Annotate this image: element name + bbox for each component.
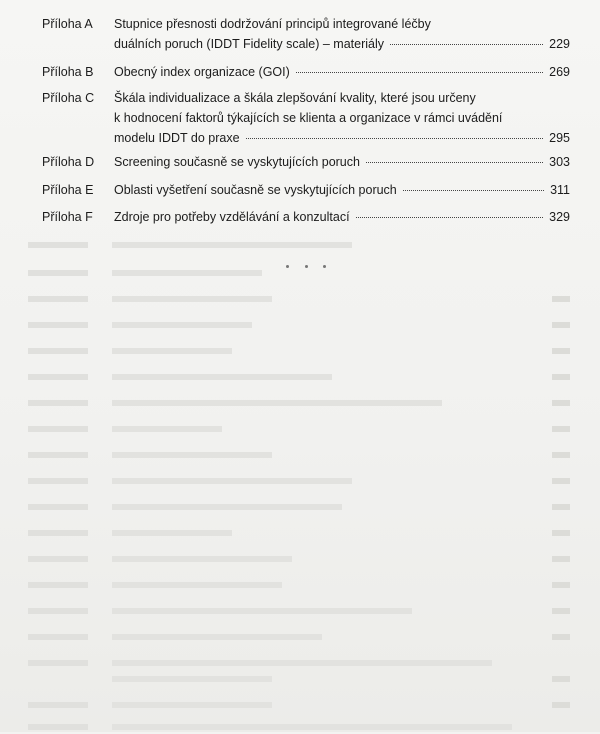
entry-title-line: modelu IDDT do praxe <box>114 131 240 145</box>
entry-title-line: k hodnocení faktorů týkajících se klienta a organizace v rámci uvádění <box>114 111 503 125</box>
appendix-label: Příloha C <box>42 91 95 105</box>
bleed-through-line <box>18 318 578 332</box>
bleed-through-line <box>18 448 578 462</box>
appendix-label: Příloha D <box>42 155 95 169</box>
entry-title-line: Zdroje pro potřeby vzdělávání a konzultací <box>114 210 350 224</box>
bleed-through-line <box>18 630 578 644</box>
entry-title-line: Obecný index organizace (GOI) <box>114 65 290 79</box>
entry-title-line: duálních poruch (IDDT Fidelity scale) – materiály <box>114 37 385 51</box>
bleed-through-line <box>18 604 578 618</box>
bleed-through-line <box>18 292 578 306</box>
bleed-through-line <box>18 698 578 712</box>
entry-title-line: Oblasti vyšetření současně se vyskytujících poruch <box>114 183 397 197</box>
appendix-label: Příloha A <box>42 17 93 31</box>
entry-title-line: Stupnice přesnosti dodržování principů integrované léčby <box>114 17 431 31</box>
page-number: 311 <box>550 183 570 197</box>
page-number: 329 <box>549 210 570 224</box>
section-separator-dots <box>286 265 326 273</box>
page-number: 229 <box>549 37 570 51</box>
bleed-through-line <box>18 344 578 358</box>
dot-leader <box>356 217 544 218</box>
dot-leader <box>366 162 543 163</box>
separator-dot <box>305 265 308 268</box>
entry-title-line: Škála individualizace a škála zlepšování kvality, které jsou určeny <box>114 91 476 105</box>
bleed-through-line <box>18 672 578 686</box>
bleed-through-line <box>18 370 578 384</box>
dot-leader <box>296 72 543 73</box>
bleed-through-line <box>18 396 578 410</box>
appendix-label: Příloha F <box>42 210 93 224</box>
page-number: 269 <box>549 65 570 79</box>
bleed-through-line <box>18 552 578 566</box>
dot-leader <box>403 190 544 191</box>
page-number: 295 <box>549 131 570 145</box>
entry-title-line: Screening současně se vyskytujících poruch <box>114 155 360 169</box>
bleed-through-line <box>18 526 578 540</box>
dot-leader <box>390 44 543 45</box>
appendix-label: Příloha E <box>42 183 94 197</box>
dot-leader <box>246 138 544 139</box>
bleed-through-line <box>18 474 578 488</box>
separator-dot <box>286 265 289 268</box>
bleed-through-line <box>18 656 578 670</box>
appendix-label: Příloha B <box>42 65 94 79</box>
bleed-through-line <box>18 238 578 252</box>
bleed-through-line <box>18 500 578 514</box>
page-number: 303 <box>549 155 570 169</box>
bleed-through-line <box>18 422 578 436</box>
separator-dot <box>323 265 326 268</box>
bleed-through-line <box>18 578 578 592</box>
